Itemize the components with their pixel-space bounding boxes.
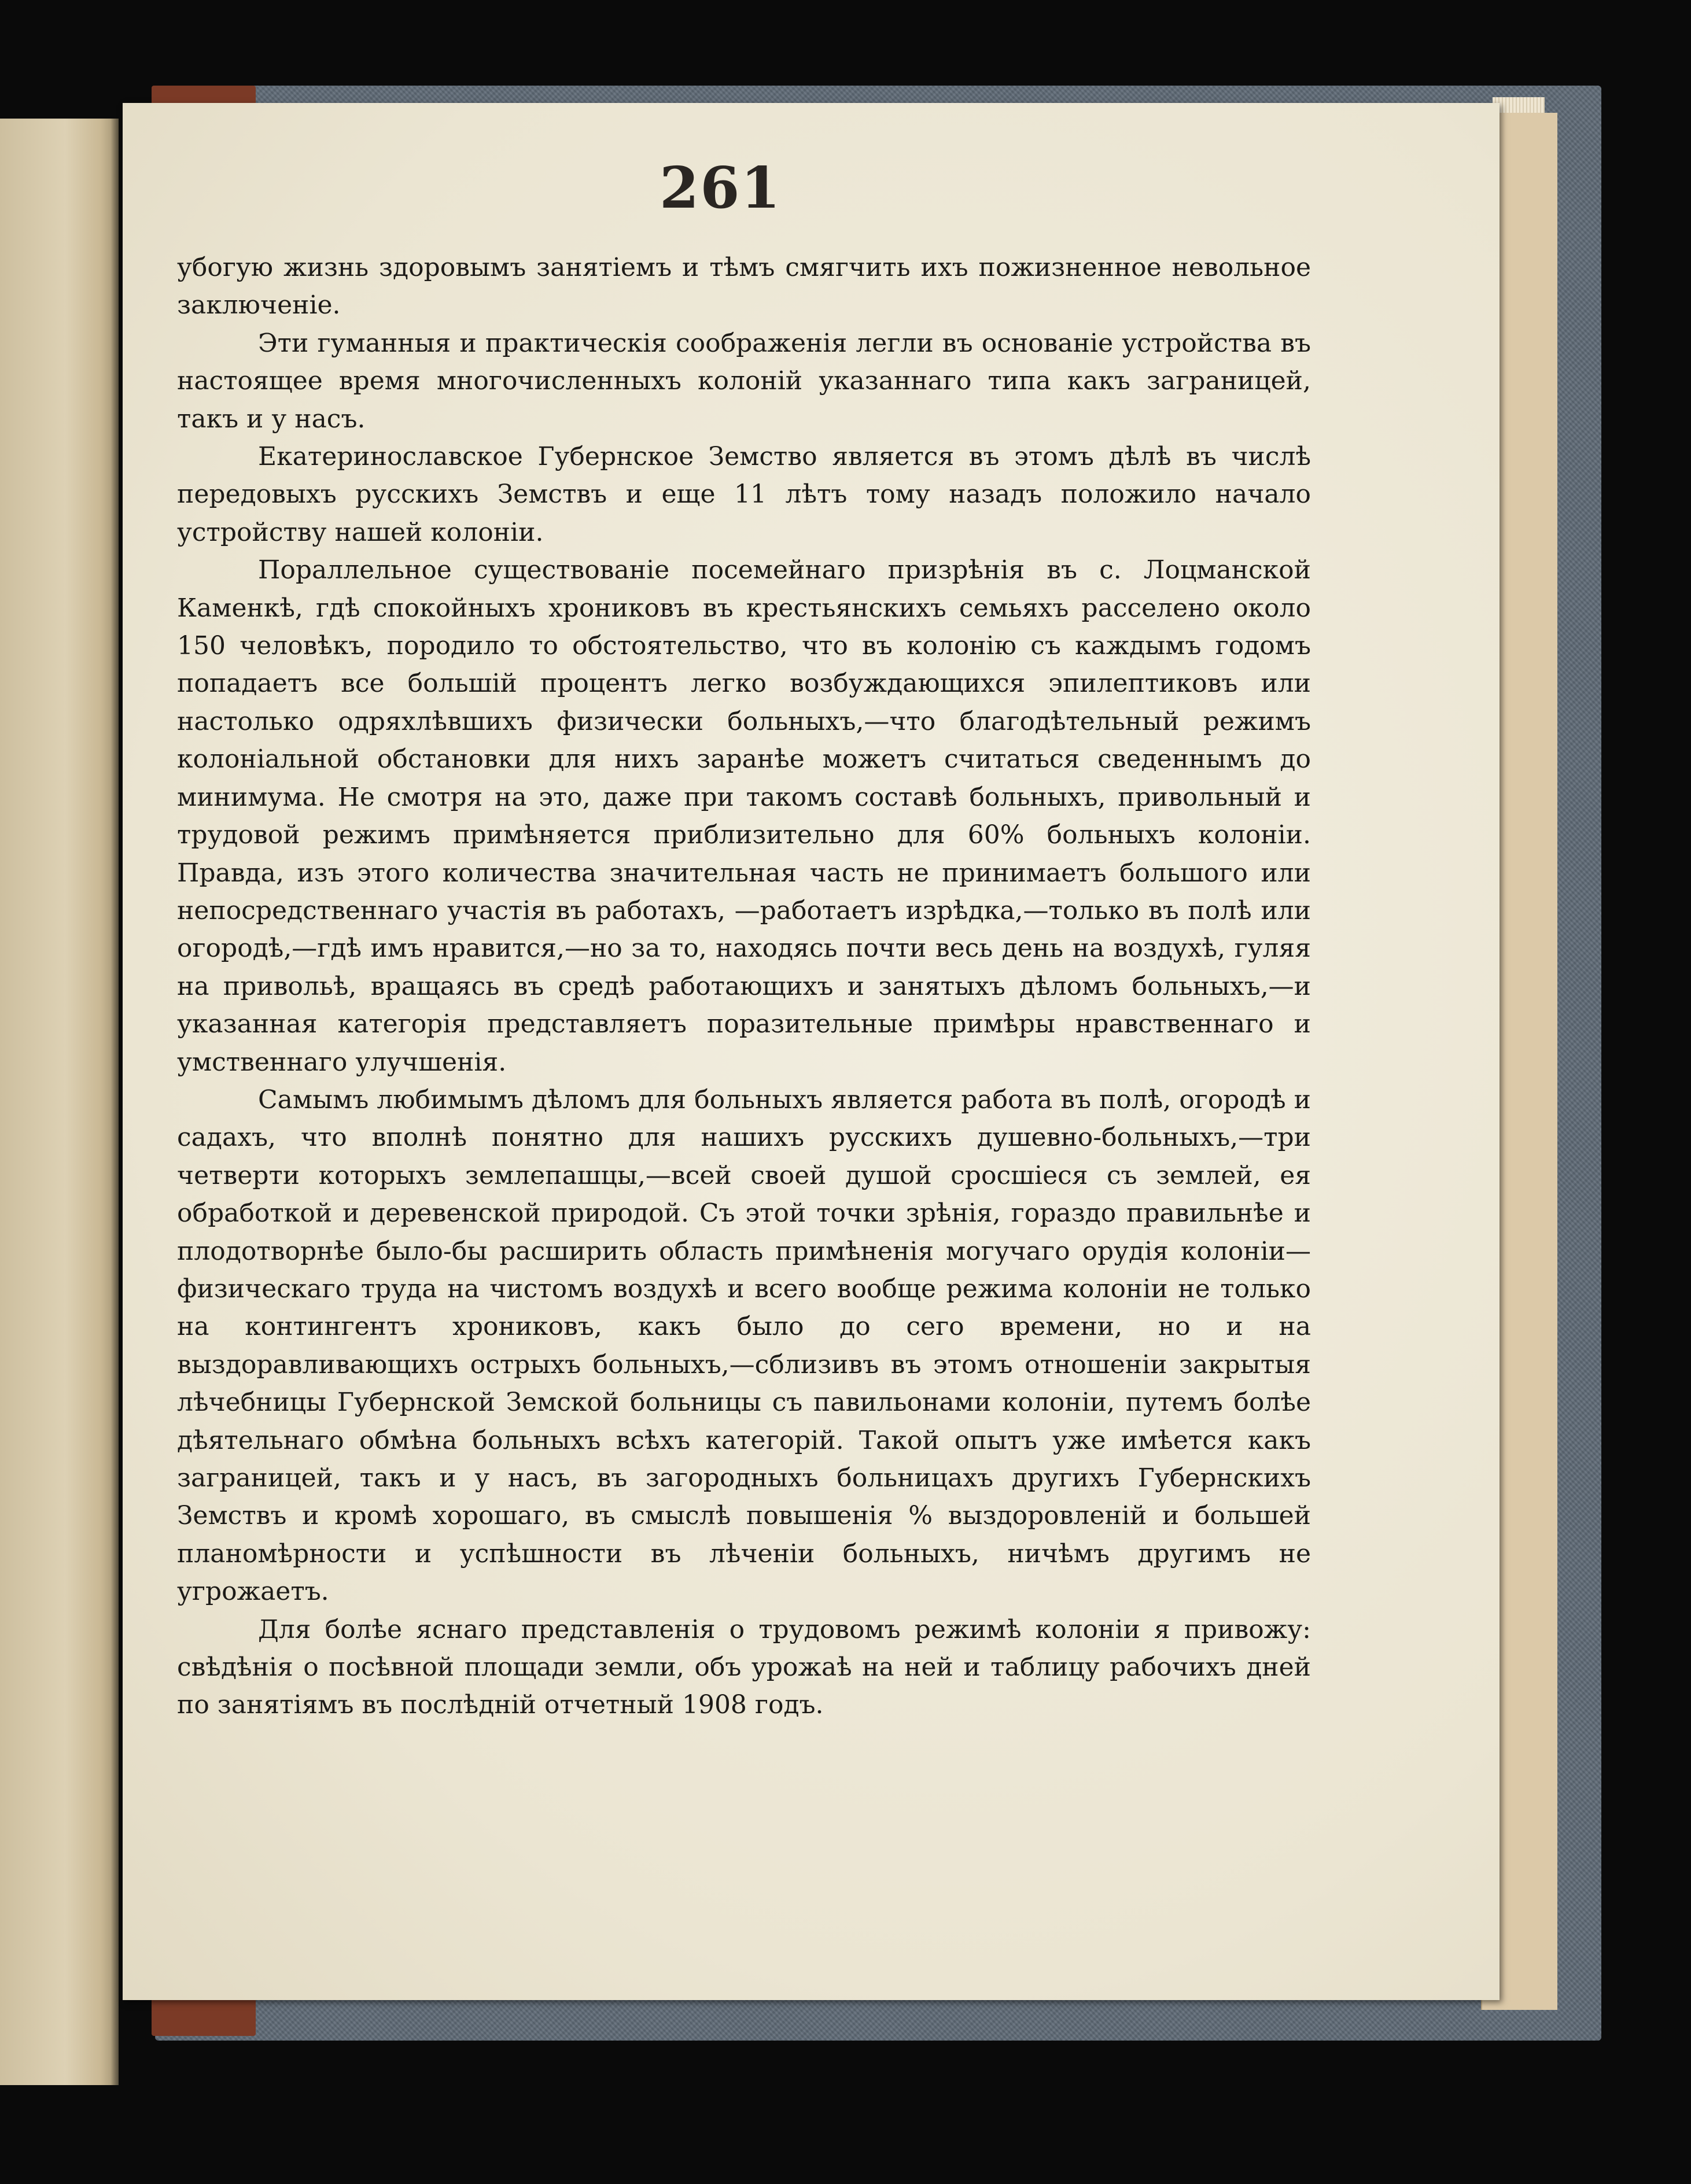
paragraph-2: Эти гуманныя и практическія соображенія легли въ основаніе устройства въ настоящее время многочисленныхъ колоній указаннаго типа какъ заграницей, такъ и у насъ. xyxy=(177,328,1311,434)
paragraph-5: Самымъ любимымъ дѣломъ для больныхъ является работа въ полѣ, огородѣ и садахъ, что вполнѣ понятно для нашихъ русскихъ душевно-больныхъ,—три четверти которыхъ землепашцы,—всей своей душой сросшіеся съ землей, ея обработкой и деревенской природой. Съ этой точки зрѣнія, гораздо правильнѣе и плодотворнѣе было-бы расширить область примѣненія могучаго орудія колоніи—физическаго труда на чистомъ воздухѣ и всего вообще режима колоніи не только на контингентъ хрониковъ, какъ было до сего времени, но и на выздоравливающихъ острыхъ больныхъ,—сблизивъ въ этомъ отношеніи закрытыя лѣчебницы Губернской Земской больницы съ павильонами колоніи, путемъ болѣе дѣятельнаго обмѣна больныхъ всѣхъ категорій. Такой опытъ уже имѣется какъ заграницей, такъ и у насъ, въ загородныхъ больницахъ другихъ Губернскихъ Земствъ и кромѣ хорошаго, въ смыслѣ повышенія % выздоровленій и большей планомѣрности и успѣшности въ лѣченіи больныхъ, ничѣмъ другимъ не угрожаетъ. xyxy=(177,1084,1311,1607)
paragraph-6: Для болѣе яснаго представленія о трудовомъ режимѣ колоніи я привожу: свѣдѣнія о посѣвной площади земли, объ урожаѣ на ней и таблицу рабочихъ дней по занятіямъ въ послѣдній отчетный 1908 годъ. xyxy=(177,1614,1311,1720)
left-facing-page xyxy=(0,119,119,2085)
paragraph-4: Пораллельное существованіе посемейнаго призрѣнія въ с. Лоцманской Каменкѣ, гдѣ спокойныхъ хрониковъ въ крестьянскихъ семьяхъ расселено около 150 человѣкъ, породило то обстоятельство, что въ колонію съ каждымъ годомъ попадаетъ все большій процентъ легко возбуждающихся эпилептиковъ или настолько одряхлѣвшихъ физически больныхъ,—что благодѣтельный режимъ колоніальной обстановки для нихъ заранѣе можетъ считаться сведеннымъ до минимума. Не смотря на это, даже при такомъ составѣ больныхъ, привольный и трудовой режимъ примѣняется приблизительно для 60% больныхъ колоніи. Правда, изъ этого количества значительная часть не принимаетъ большого или непосредственнаго участія въ работахъ, —работаетъ изрѣдка,—только въ полѣ или огородѣ,—гдѣ имъ нравится,—но за то, находясь почти весь день на воздухѣ, гуляя на привольѣ, вращаясь въ средѣ работающихъ и занятыхъ дѣломъ больныхъ,—и указанная категорія представляетъ поразительные примѣры нравственнаго и умственнаго улучшенія. xyxy=(177,555,1311,1077)
left-page-gutter-shadow xyxy=(110,119,119,2085)
paragraph-1: убогую жизнь здоровымъ занятіемъ и тѣмъ смягчить ихъ пожизненное невольное заключеніе. xyxy=(177,253,1311,320)
page-number: 261 xyxy=(660,155,782,222)
paragraph-3: Екатеринославское Губернское Земство является въ этомъ дѣлѣ въ числѣ передовыхъ русскихъ Земствъ и еще 11 лѣтъ тому назадъ положило начало устройству нашей колоніи. xyxy=(177,442,1311,547)
page-body-text xyxy=(177,249,1311,1724)
